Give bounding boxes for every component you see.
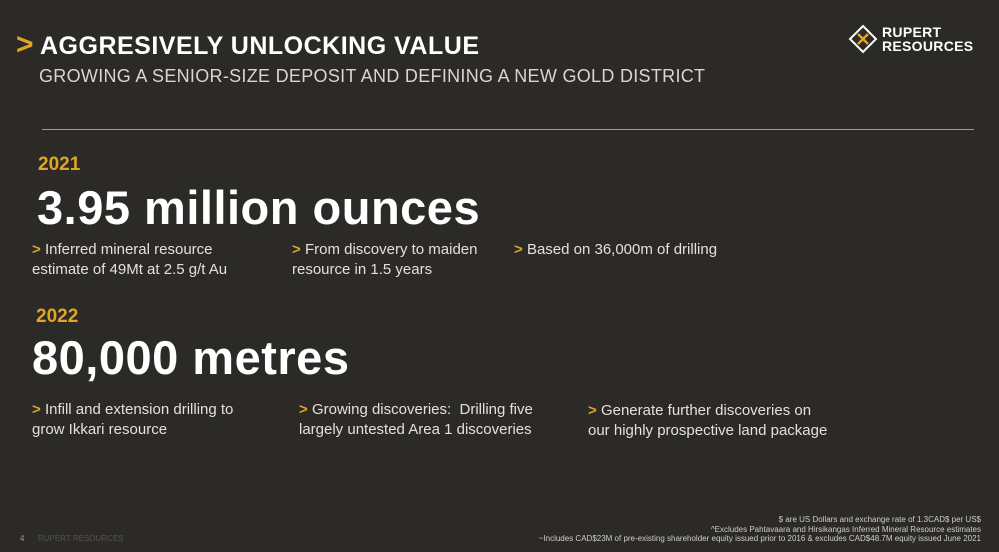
bullet-text: our highly prospective land package — [588, 422, 828, 439]
page-number: 4 — [20, 534, 25, 543]
title-chevron-icon: > — [16, 28, 34, 61]
header-divider — [42, 129, 974, 130]
headline-ounces: 3.95 million ounces — [37, 181, 481, 234]
page-subtitle: GROWING A SENIOR-SIZE DEPOSIT AND DEFINING A NEW GOLD DISTRICT — [39, 66, 706, 86]
diamond-x-logo-icon — [848, 24, 878, 54]
footnotes — [539, 515, 981, 544]
bullet-text: From discovery to maiden — [304, 241, 478, 258]
bullet-2022-2 — [299, 400, 569, 440]
footnote-3: ~Includes CAD$23M of pre-existing shareholder equity issued prior to 2016 & excludes CAD$48.7M equity issued June 2021 — [538, 534, 981, 543]
headline-metres: 80,000 metres — [32, 331, 350, 384]
bullet-2021-2 — [292, 240, 512, 280]
bullet-text: resource in 1.5 years — [292, 261, 433, 278]
bullet-2021-1 — [32, 240, 272, 280]
bullet-chevron-icon: > — [514, 241, 523, 258]
logo-line-1: RUPERT — [882, 24, 942, 40]
bullet-text: largely untested Area 1 discoveries — [299, 421, 532, 438]
footer-label: RUPERT RESOURCES — [38, 534, 124, 543]
logo-line-2: RESOURCES — [882, 38, 974, 54]
company-logo — [848, 24, 983, 54]
bullet-text: Generate further discoveries on — [600, 402, 812, 419]
year-2021-label: 2021 — [38, 154, 81, 175]
bullet-text: Growing discoveries: Drilling five — [311, 401, 533, 418]
bullet-chevron-icon: > — [299, 401, 308, 418]
bullet-text: Infill and extension drilling to — [44, 401, 234, 418]
bullet-chevron-icon: > — [292, 241, 301, 258]
bullet-2022-1 — [32, 400, 282, 440]
bullet-2022-3 — [588, 401, 878, 441]
bullet-text: estimate of 49Mt at 2.5 g/t Au — [32, 261, 228, 278]
bullet-text: grow Ikkari resource — [32, 421, 168, 438]
logo-wordmark — [882, 25, 973, 53]
page-title: AGGRESIVELY UNLOCKING VALUE — [40, 32, 480, 60]
bullet-text: Based on 36,000m of drilling — [526, 241, 718, 258]
bullet-text: Inferred mineral resource — [44, 241, 213, 258]
bullet-chevron-icon: > — [588, 402, 597, 419]
footnote-2: ^Excludes Pahtavaara and Hirsikangas Inferred Mineral Resource estimates — [710, 524, 981, 534]
footnote-1: $ are US Dollars and exchange rate of 1.3CAD$ per US$ — [778, 515, 981, 524]
bullet-2021-3 — [514, 240, 764, 260]
bullet-chevron-icon: > — [32, 401, 41, 418]
bullet-chevron-icon: > — [32, 241, 41, 258]
year-2022-label: 2022 — [36, 306, 79, 327]
